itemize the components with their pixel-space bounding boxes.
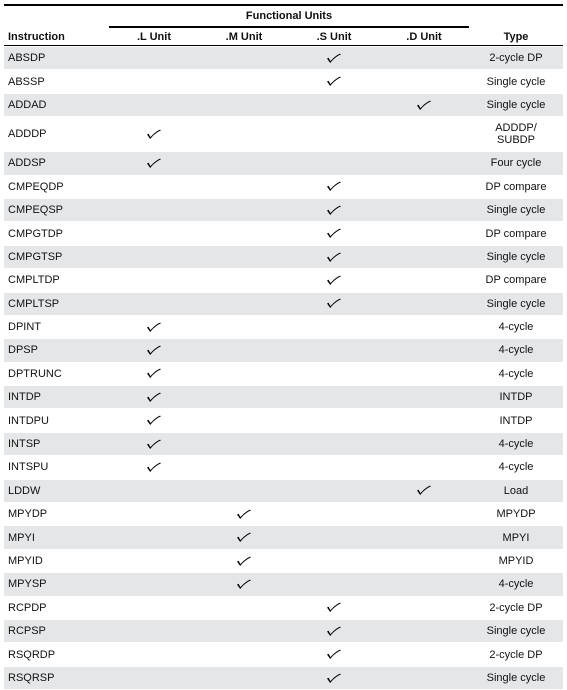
instruction-cell: CMPLTSP xyxy=(4,293,109,316)
d-unit-cell xyxy=(379,386,469,409)
m-unit-cell xyxy=(199,176,289,199)
checkmark-icon xyxy=(326,228,342,239)
type-cell: Single cycle xyxy=(469,293,563,316)
checkmark-icon xyxy=(146,158,162,169)
table-row xyxy=(4,246,563,269)
s-unit-cell xyxy=(289,152,379,175)
d-unit-cell xyxy=(379,620,469,643)
d-unit-cell xyxy=(379,409,469,432)
checkmark-icon xyxy=(326,53,342,64)
table-row xyxy=(4,199,563,222)
table-row xyxy=(4,526,563,549)
l-unit-cell xyxy=(109,433,199,456)
m-unit-cell xyxy=(199,386,289,409)
m-unit-cell xyxy=(199,70,289,93)
l-unit-cell xyxy=(109,526,199,549)
s-unit-cell xyxy=(289,550,379,573)
m-unit-cell xyxy=(199,246,289,269)
table-row xyxy=(4,550,563,573)
d-unit-cell xyxy=(379,456,469,479)
instruction-cell: RSQRSP xyxy=(4,667,109,690)
table-row xyxy=(4,293,563,316)
type-cell: INTDP xyxy=(469,386,563,409)
table-row xyxy=(4,597,563,620)
s-unit-cell xyxy=(289,47,379,70)
s-unit-cell xyxy=(289,363,379,386)
table-row xyxy=(4,94,563,117)
table-row xyxy=(4,386,563,409)
instruction-cell: DPTRUNC xyxy=(4,363,109,386)
d-unit-cell xyxy=(379,47,469,70)
l-unit-cell xyxy=(109,573,199,596)
table-row xyxy=(4,409,563,432)
instruction-cell: CMPGTDP xyxy=(4,222,109,245)
table-row xyxy=(4,620,563,643)
d-unit-cell xyxy=(379,503,469,526)
type-cell: Four cycle xyxy=(469,152,563,175)
m-unit-cell xyxy=(199,316,289,339)
d-unit-cell xyxy=(379,480,469,503)
s-unit-cell xyxy=(289,503,379,526)
instruction-table xyxy=(4,47,563,690)
checkmark-icon xyxy=(326,602,342,613)
d-unit-cell xyxy=(379,597,469,620)
s-unit-column-header: .S Unit xyxy=(316,31,352,43)
l-unit-cell xyxy=(109,152,199,175)
instruction-cell: RCPDP xyxy=(4,597,109,620)
m-unit-cell xyxy=(199,339,289,362)
d-unit-cell xyxy=(379,316,469,339)
type-cell: Load xyxy=(469,480,563,503)
functional-units-rule xyxy=(109,26,469,28)
l-unit-cell xyxy=(109,597,199,620)
s-unit-cell xyxy=(289,667,379,690)
m-unit-cell xyxy=(199,199,289,222)
type-cell: ADDDP/ SUBDP xyxy=(469,117,563,152)
type-cell: 2-cycle DP xyxy=(469,643,563,666)
table-row xyxy=(4,117,563,152)
type-cell: Single cycle xyxy=(469,199,563,222)
type-cell: MPYDP xyxy=(469,503,563,526)
table-row xyxy=(4,433,563,456)
l-unit-cell xyxy=(109,176,199,199)
m-unit-cell xyxy=(199,643,289,666)
checkmark-icon xyxy=(416,485,432,496)
type-cell: DP compare xyxy=(469,222,563,245)
l-unit-cell xyxy=(109,339,199,362)
s-unit-cell xyxy=(289,409,379,432)
table-row xyxy=(4,667,563,690)
instruction-cell: INTSP xyxy=(4,433,109,456)
s-unit-cell xyxy=(289,526,379,549)
checkmark-icon xyxy=(146,415,162,426)
l-unit-cell xyxy=(109,550,199,573)
s-unit-cell xyxy=(289,456,379,479)
checkmark-icon xyxy=(326,626,342,637)
l-unit-cell xyxy=(109,643,199,666)
s-unit-cell xyxy=(289,70,379,93)
instruction-cell: ADDDP xyxy=(4,117,109,152)
checkmark-icon xyxy=(416,100,432,111)
m-unit-column-header: .M Unit xyxy=(225,31,263,43)
checkmark-icon xyxy=(326,76,342,87)
type-cell: 2-cycle DP xyxy=(469,597,563,620)
instruction-cell: INTDPU xyxy=(4,409,109,432)
m-unit-cell xyxy=(199,117,289,152)
s-unit-cell xyxy=(289,269,379,292)
instruction-cell: ABSDP xyxy=(4,47,109,70)
s-unit-cell xyxy=(289,246,379,269)
m-unit-cell xyxy=(199,409,289,432)
m-unit-cell xyxy=(199,550,289,573)
s-unit-cell xyxy=(289,176,379,199)
l-unit-cell xyxy=(109,47,199,70)
l-unit-cell xyxy=(109,94,199,117)
d-unit-cell xyxy=(379,176,469,199)
checkmark-icon xyxy=(326,673,342,684)
instruction-cell: ADDSP xyxy=(4,152,109,175)
instruction-cell: INTSPU xyxy=(4,456,109,479)
table-row xyxy=(4,47,563,70)
type-column-header: Type xyxy=(503,31,529,43)
s-unit-cell xyxy=(289,386,379,409)
l-unit-cell xyxy=(109,386,199,409)
type-cell: INTDP xyxy=(469,409,563,432)
checkmark-icon xyxy=(326,649,342,660)
table-row xyxy=(4,222,563,245)
l-unit-cell xyxy=(109,456,199,479)
instruction-cell: MPYSP xyxy=(4,573,109,596)
m-unit-cell xyxy=(199,363,289,386)
d-unit-cell xyxy=(379,94,469,117)
type-cell: Single cycle xyxy=(469,667,563,690)
s-unit-cell xyxy=(289,597,379,620)
type-cell: Single cycle xyxy=(469,620,563,643)
d-unit-cell xyxy=(379,643,469,666)
instruction-cell: RSQRDP xyxy=(4,643,109,666)
table-row xyxy=(4,176,563,199)
checkmark-icon xyxy=(146,345,162,356)
checkmark-icon xyxy=(236,579,252,590)
l-unit-cell xyxy=(109,222,199,245)
m-unit-cell xyxy=(199,433,289,456)
m-unit-cell xyxy=(199,94,289,117)
checkmark-icon xyxy=(146,322,162,333)
l-unit-cell xyxy=(109,117,199,152)
m-unit-cell xyxy=(199,620,289,643)
table-row xyxy=(4,573,563,596)
table-row xyxy=(4,480,563,503)
m-unit-cell xyxy=(199,573,289,596)
type-cell: DP compare xyxy=(469,176,563,199)
m-unit-cell xyxy=(199,152,289,175)
d-unit-cell xyxy=(379,152,469,175)
m-unit-cell xyxy=(199,269,289,292)
checkmark-icon xyxy=(236,509,252,520)
header-rule xyxy=(4,45,563,46)
d-unit-cell xyxy=(379,293,469,316)
l-unit-column-header: .L Unit xyxy=(136,31,171,43)
instruction-cell: MPYID xyxy=(4,550,109,573)
s-unit-cell xyxy=(289,643,379,666)
table-row xyxy=(4,643,563,666)
checkmark-icon xyxy=(146,368,162,379)
instruction-cell: CMPLTDP xyxy=(4,269,109,292)
instruction-table-body xyxy=(4,47,563,690)
instruction-cell: MPYI xyxy=(4,526,109,549)
l-unit-cell xyxy=(109,667,199,690)
checkmark-icon xyxy=(146,129,162,140)
s-unit-cell xyxy=(289,573,379,596)
checkmark-icon xyxy=(326,252,342,263)
m-unit-cell xyxy=(199,503,289,526)
type-cell: 4-cycle xyxy=(469,363,563,386)
d-unit-cell xyxy=(379,199,469,222)
m-unit-cell xyxy=(199,456,289,479)
instruction-cell: RCPSP xyxy=(4,620,109,643)
checkmark-icon xyxy=(146,392,162,403)
type-cell: MPYID xyxy=(469,550,563,573)
s-unit-cell xyxy=(289,480,379,503)
table-row xyxy=(4,316,563,339)
type-cell: 4-cycle xyxy=(469,316,563,339)
d-unit-cell xyxy=(379,117,469,152)
table-row xyxy=(4,269,563,292)
type-cell: 4-cycle xyxy=(469,573,563,596)
instruction-cell: CMPGTSP xyxy=(4,246,109,269)
d-unit-cell xyxy=(379,222,469,245)
s-unit-cell xyxy=(289,199,379,222)
d-unit-cell xyxy=(379,433,469,456)
d-unit-cell xyxy=(379,526,469,549)
instruction-cell: INTDP xyxy=(4,386,109,409)
s-unit-cell xyxy=(289,94,379,117)
m-unit-cell xyxy=(199,667,289,690)
s-unit-cell xyxy=(289,316,379,339)
s-unit-cell xyxy=(289,222,379,245)
l-unit-cell xyxy=(109,199,199,222)
m-unit-cell xyxy=(199,526,289,549)
checkmark-icon xyxy=(326,205,342,216)
m-unit-cell xyxy=(199,47,289,70)
s-unit-cell xyxy=(289,117,379,152)
type-cell: DP compare xyxy=(469,269,563,292)
m-unit-cell xyxy=(199,597,289,620)
l-unit-cell xyxy=(109,246,199,269)
d-unit-cell xyxy=(379,667,469,690)
d-unit-cell xyxy=(379,246,469,269)
table-row xyxy=(4,339,563,362)
functional-units-header: Functional Units xyxy=(245,10,333,22)
instruction-cell: CMPEQDP xyxy=(4,176,109,199)
type-cell: 4-cycle xyxy=(469,339,563,362)
table-row xyxy=(4,456,563,479)
checkmark-icon xyxy=(146,462,162,473)
checkmark-icon xyxy=(146,439,162,450)
l-unit-cell xyxy=(109,70,199,93)
s-unit-cell xyxy=(289,433,379,456)
checkmark-icon xyxy=(236,532,252,543)
instruction-cell: LDDW xyxy=(4,480,109,503)
instruction-cell: DPSP xyxy=(4,339,109,362)
d-unit-cell xyxy=(379,339,469,362)
l-unit-cell xyxy=(109,409,199,432)
type-cell: 4-cycle xyxy=(469,433,563,456)
table-row xyxy=(4,363,563,386)
l-unit-cell xyxy=(109,293,199,316)
s-unit-cell xyxy=(289,339,379,362)
l-unit-cell xyxy=(109,269,199,292)
table-row xyxy=(4,152,563,175)
d-unit-cell xyxy=(379,70,469,93)
l-unit-cell xyxy=(109,316,199,339)
d-unit-cell xyxy=(379,550,469,573)
type-cell: Single cycle xyxy=(469,94,563,117)
table-row xyxy=(4,503,563,526)
checkmark-icon xyxy=(326,275,342,286)
type-cell: Single cycle xyxy=(469,70,563,93)
instruction-column-header: Instruction xyxy=(8,31,65,43)
d-unit-cell xyxy=(379,363,469,386)
m-unit-cell xyxy=(199,293,289,316)
s-unit-cell xyxy=(289,620,379,643)
d-unit-cell xyxy=(379,269,469,292)
checkmark-icon xyxy=(236,556,252,567)
l-unit-cell xyxy=(109,363,199,386)
m-unit-cell xyxy=(199,222,289,245)
d-unit-column-header: .D Unit xyxy=(406,31,442,43)
l-unit-cell xyxy=(109,503,199,526)
instruction-cell: DPINT xyxy=(4,316,109,339)
l-unit-cell xyxy=(109,620,199,643)
instruction-cell: ABSSP xyxy=(4,70,109,93)
type-cell: MPYI xyxy=(469,526,563,549)
instruction-cell: ADDAD xyxy=(4,94,109,117)
type-cell: Single cycle xyxy=(469,246,563,269)
top-rule xyxy=(4,4,563,6)
instruction-cell: CMPEQSP xyxy=(4,199,109,222)
type-cell: 4-cycle xyxy=(469,456,563,479)
d-unit-cell xyxy=(379,573,469,596)
checkmark-icon xyxy=(326,298,342,309)
checkmark-icon xyxy=(326,181,342,192)
type-cell: 2-cycle DP xyxy=(469,47,563,70)
m-unit-cell xyxy=(199,480,289,503)
l-unit-cell xyxy=(109,480,199,503)
table-row xyxy=(4,70,563,93)
s-unit-cell xyxy=(289,293,379,316)
instruction-cell: MPYDP xyxy=(4,503,109,526)
